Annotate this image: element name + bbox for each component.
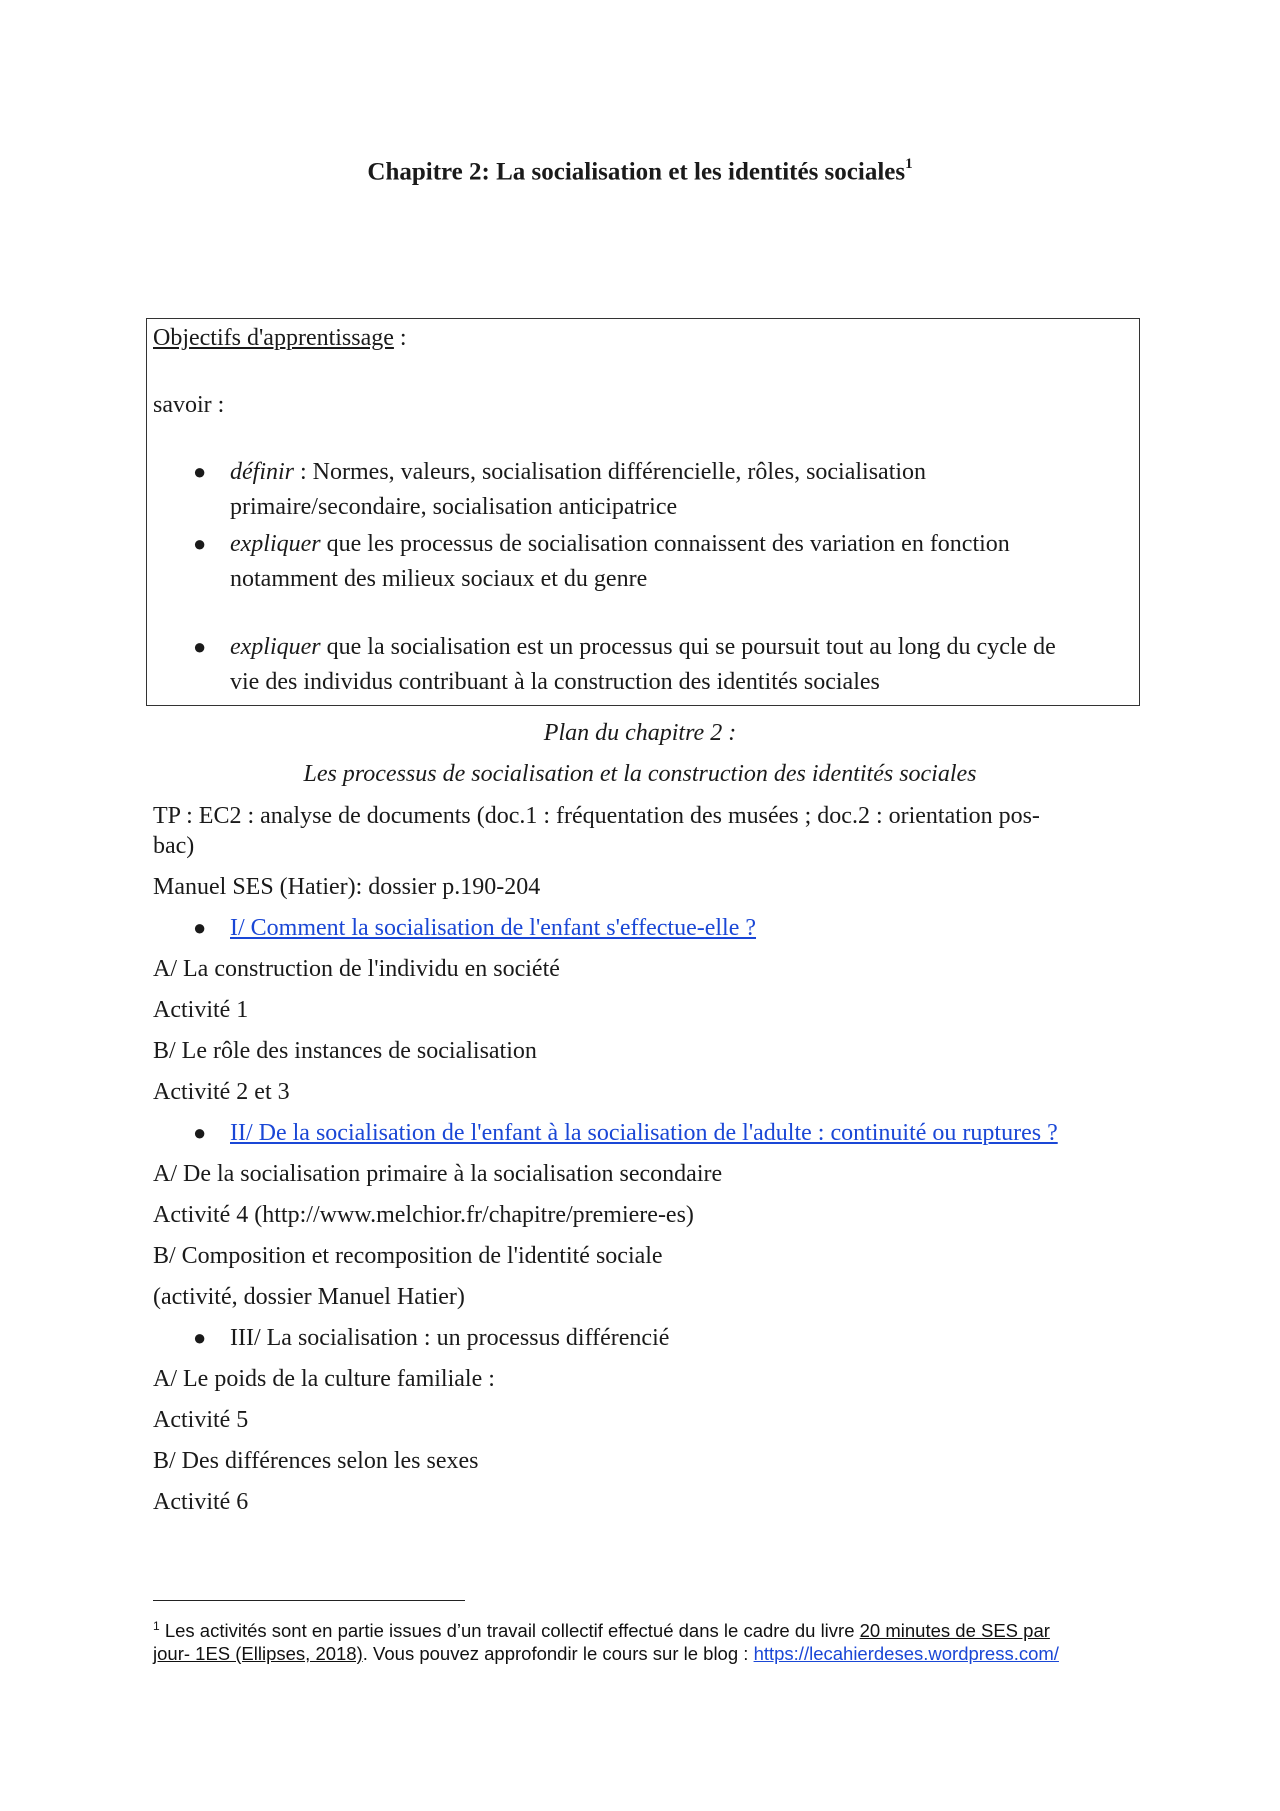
page-title [0,158,1280,186]
footnote-book-title-cont: jour- 1ES (Ellipses, 2018) [153,1643,363,1664]
section-2a-activity: Activité 4 (http://www.melchior.fr/chapitre/premiere-es) [153,1202,694,1228]
bullet-icon: ● [193,1120,207,1145]
section-2-link[interactable]: II/ De la socialisation de l'enfant à la socialisation de l'adulte : continuité ou ruptures ? [230,1120,1058,1146]
section-3a-activity: Activité 5 [153,1407,249,1433]
title-text: Chapitre 2: La socialisation et les identités sociales [367,158,906,186]
footnote-number: 1 [153,1619,160,1633]
plan-subheading: Les processus de socialisation et la construction des identités sociales [303,761,977,787]
section-1a-activity: Activité 1 [153,997,249,1023]
objective-item-expliquer-1-cont: notamment des milieux sociaux et du genre [230,566,648,592]
section-3b-activity: Activité 6 [153,1489,249,1515]
section-1b-activity: Activité 2 et 3 [153,1079,290,1105]
section-2b: B/ Composition et recomposition de l'identité sociale [153,1243,663,1269]
objective-item-definir-cont: primaire/secondaire, socialisation anticipatrice [230,494,678,520]
footnote-line-2: jour- 1ES (Ellipses, 2018). Vous pouvez approfondir le cours sur le blog : https://lecahierdeses.wordpress.com/ [153,1643,1059,1664]
objective-item-expliquer-2: expliquer que la socialisation est un processus qui se poursuit tout au long du cycle de [230,634,1056,660]
tp-line-cont: bac) [153,833,195,859]
bullet-icon: ● [193,634,207,659]
savoir-label: savoir : [153,392,225,418]
footnote-book-title: 20 minutes de SES par [859,1620,1050,1642]
footnote-line-1: $^1$ Les activités sont en partie issues d’un travail collectif effectué dans le cadre du livre 20 minutes de SES par [153,1619,1050,1642]
section-3: III/ La socialisation : un processus différencié [230,1325,670,1351]
manuel-line: Manuel SES (Hatier): dossier p.190-204 [153,874,541,900]
objective-item-definir: définir : Normes, valeurs, socialisation différencielle, rôles, socialisation [230,459,927,485]
title-footnote-ref[interactable]: 1 [905,156,913,172]
objective-item-expliquer-1: expliquer que les processus de socialisation connaissent des variation en fonction [230,531,1010,557]
section-2a: A/ De la socialisation primaire à la socialisation secondaire [153,1161,723,1187]
objectives-heading: Objectifs d'apprentissage : [153,325,407,351]
section-1-link[interactable]: I/ Comment la socialisation de l'enfant s'effectue-elle ? [230,915,757,941]
section-3b: B/ Des différences selon les sexes [153,1448,479,1474]
bullet-icon: ● [193,915,207,940]
objective-item-expliquer-2-cont: vie des individus contribuant à la construction des identités sociales [230,669,880,695]
bullet-icon: ● [193,1325,207,1350]
footnote-blog-link[interactable]: https://lecahierdeses.wordpress.com/ [753,1643,1059,1664]
section-1b: B/ Le rôle des instances de socialisation [153,1038,537,1064]
plan-heading: Plan du chapitre 2 : [543,720,737,746]
bullet-icon: ● [193,459,207,484]
section-1a: A/ La construction de l'individu en société [153,956,560,982]
section-3a: A/ Le poids de la culture familiale : [153,1366,495,1392]
section-2b-activity: (activité, dossier Manuel Hatier) [153,1284,465,1310]
bullet-icon: ● [193,531,207,556]
footnote-divider [153,1600,465,1601]
tp-line: TP : EC2 : analyse de documents (doc.1 : fréquentation des musées ; doc.2 : orientation pos- [153,803,1040,829]
